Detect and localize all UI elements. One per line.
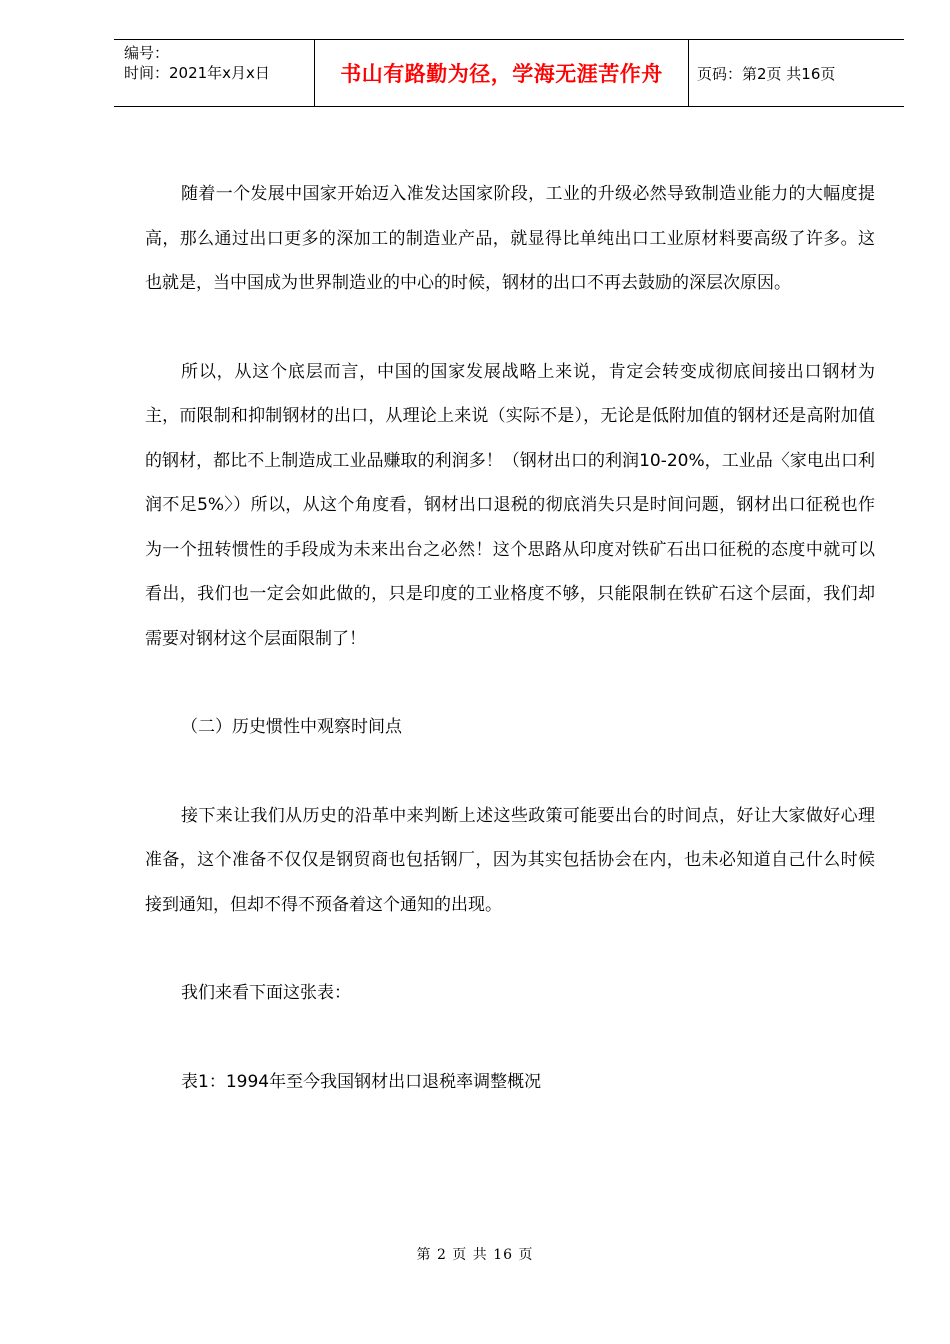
document-date-label: 时间：2021年x月x日 [124,64,270,82]
paragraph-2: 所以，从这个底层而言，中国的国家发展战略上来说，肯定会转变成彻底间接出口钢材为主，而限制和抑制钢材的出口，从理论上来说（实际不是），无论是低附加值的钢材还是高附加值的钢材，都比不上制造成工业品赚取的利润多！（钢材出口的利润10-20%，工业品〈家电出口利润不足5%〉）所以，从这个角度看，钢材出口退税的彻底消失只是时间问题，钢材出口征税也作为一个扭转惯性的手段成为未来出台之必然！这个思路从印度对铁矿石出口征税的态度中就可以看出，我们也一定会如此做的，只是印度的工业格度不够，只能限制在铁矿石这个层面，我们却需要对钢材这个层面限制了！ [145,361,875,649]
page-footer: 第 2 页 共 16 页 [416,1247,534,1263]
paragraph-1: 随着一个发展中国家开始迈入准发达国家阶段，工业的升级必然导致制造业能力的大幅度提高，那么通过出口更多的深加工的制造业产品，就显得比单纯出口工业原材料要高级了许多。这也就是，当中国成为世界制造业的中心的时候，钢材的出口不再去鼓励的深层次原因。 [145,184,875,293]
section-heading: （二）历史惯性中观察时间点 [181,717,402,737]
page-header [114,39,904,107]
header-page-info: 页码：第2页 共16页 [697,64,836,83]
header-motto: 书山有路勤为径，学海无涯苦作舟 [315,40,689,106]
paragraph-4: 我们来看下面这张表： [181,983,351,1003]
document-number-label: 编号： [124,44,170,62]
table-caption: 表1：1994年至今我国钢材出口退税率调整概况 [181,1071,542,1092]
document-body [145,172,875,1104]
paragraph-3: 接下来让我们从历史的沿革中来判断上述这些政策可能要出台的时间点，好让大家做好心理准备，这个准备不仅仅是钢贸商也包括钢厂，因为其实包括协会在内，也未必知道自己什么时候接到通知，但却不得不预备着这个通知的出现。 [145,805,875,915]
header-meta [114,40,315,106]
